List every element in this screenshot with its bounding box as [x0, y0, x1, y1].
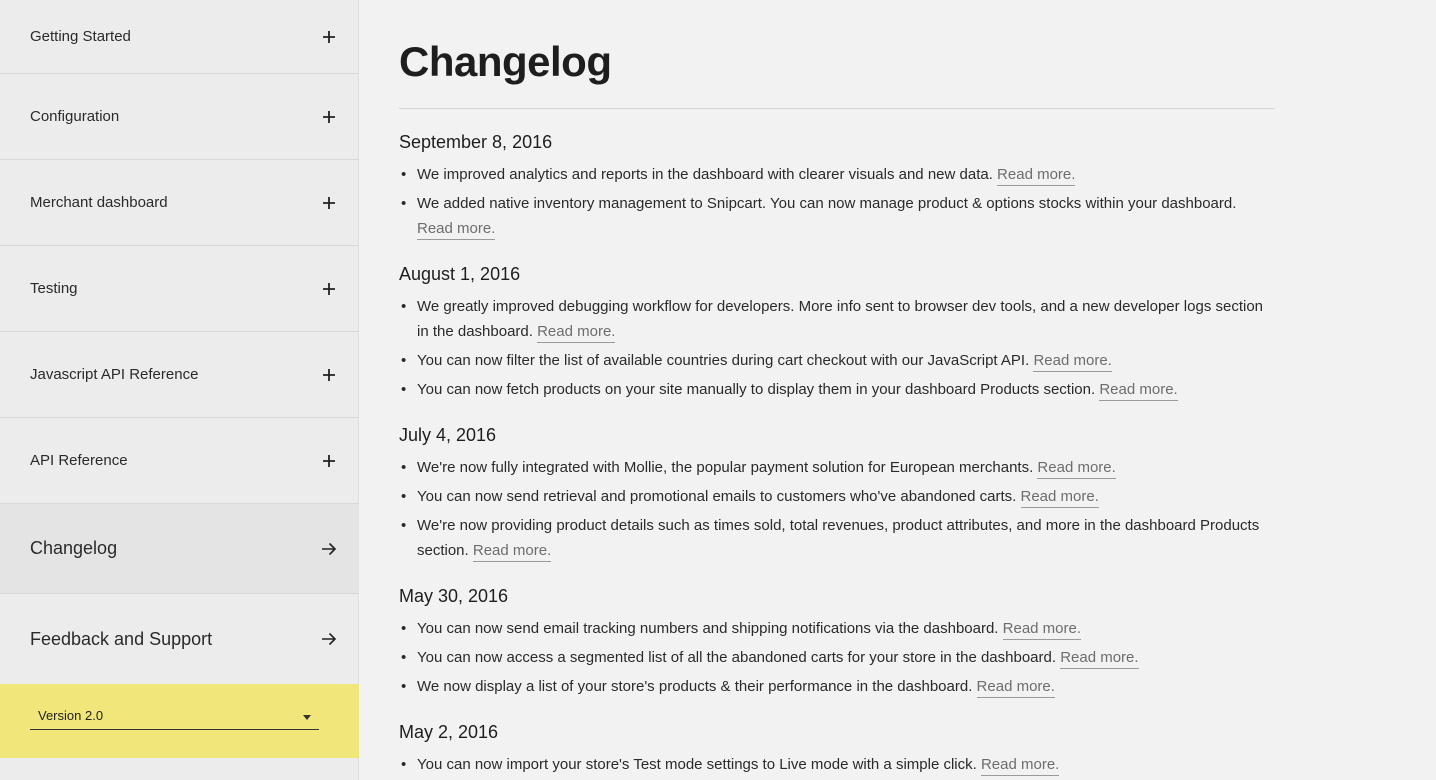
changelog-entry: [399, 484, 1274, 509]
arrow-right-icon: [321, 631, 337, 647]
bullet: •: [401, 488, 407, 505]
read-more-link[interactable]: Read more.: [537, 323, 615, 343]
entry-text: We improved analytics and reports in the dashboard with clearer visuals and new data.: [417, 166, 993, 183]
changelog-entry: [399, 616, 1274, 641]
sidebar-item-label: Configuration: [30, 108, 120, 125]
read-more-link[interactable]: Read more.: [1003, 620, 1081, 640]
entry-text: We now display a list of your store's products & their performance in the dashboard.: [417, 678, 973, 695]
changelog-entry: [399, 294, 1274, 344]
sidebar-item-label: Merchant dashboard: [30, 194, 168, 211]
plus-icon: [321, 367, 337, 383]
version-selector-panel: [0, 684, 359, 758]
sidebar-item-getting-started[interactable]: [0, 0, 359, 74]
changelog-date: August 1, 2016: [399, 264, 521, 284]
changelog-entry: [399, 348, 1274, 373]
sidebar-item-label: Getting Started: [30, 28, 131, 45]
sidebar-item-label: Changelog: [30, 538, 118, 558]
sidebar-item-api-reference[interactable]: [0, 418, 359, 504]
changelog-entry: [399, 752, 1274, 777]
entry-text: We're now fully integrated with Mollie, the popular payment solution for European merchants.: [417, 459, 1034, 476]
bullet: •: [401, 166, 407, 183]
page-title: Changelog: [399, 38, 612, 85]
arrow-right-icon: [321, 541, 337, 557]
sidebar-item-javascript-api-reference[interactable]: [0, 332, 359, 418]
entry-text: You can now access a segmented list of all the abandoned carts for your store in the dashboard.: [417, 649, 1057, 666]
sidebar-item-configuration[interactable]: [0, 74, 359, 160]
caret-down-icon: [303, 707, 311, 725]
sidebar-item-changelog[interactable]: [0, 504, 359, 594]
changelog-entry: [399, 674, 1274, 699]
changelog-entry: [399, 162, 1274, 187]
sidebar-item-testing[interactable]: [0, 246, 359, 332]
bullet: •: [401, 298, 407, 315]
bullet: •: [401, 678, 407, 695]
sidebar-item-label: Feedback and Support: [30, 628, 213, 649]
plus-icon: [321, 281, 337, 297]
bullet: •: [401, 756, 407, 773]
plus-icon: [321, 109, 337, 125]
read-more-link[interactable]: Read more.: [1037, 459, 1115, 479]
entry-text: We greatly improved debugging workflow for developers. More info sent to browser dev tools, and a new developer logs section in the dashboard.: [417, 298, 1264, 340]
sidebar-item-label: Testing: [30, 280, 78, 297]
changelog-entry: [399, 513, 1274, 563]
bullet: •: [401, 459, 407, 476]
entry-text: You can now send retrieval and promotional emails to customers who've abandoned carts.: [417, 488, 1017, 505]
bullet: •: [401, 352, 407, 369]
bullet: •: [401, 195, 407, 212]
changelog-entry: [399, 645, 1274, 670]
changelog-date: July 4, 2016: [399, 425, 497, 445]
read-more-link[interactable]: Read more.: [473, 542, 551, 562]
plus-icon: [321, 453, 337, 469]
changelog-date: May 2, 2016: [399, 722, 499, 742]
entry-text: You can now import your store's Test mode settings to Live mode with a simple click.: [417, 756, 977, 773]
plus-icon: [321, 195, 337, 211]
read-more-link[interactable]: Read more.: [981, 756, 1059, 776]
read-more-link[interactable]: Read more.: [977, 678, 1055, 698]
bullet: •: [401, 381, 407, 398]
read-more-link[interactable]: Read more.: [1033, 352, 1111, 372]
entry-text: You can now send email tracking numbers and shipping notifications via the dashboard.: [417, 620, 999, 637]
entry-text: You can now fetch products on your site manually to display them in your dashboard Products section.: [417, 381, 1096, 398]
sidebar-item-label: API Reference: [30, 452, 128, 469]
bullet: •: [401, 517, 407, 534]
bullet: •: [401, 649, 407, 666]
changelog-entry: [399, 377, 1274, 402]
plus-icon: [321, 29, 337, 45]
changelog-entry: [399, 455, 1274, 480]
changelog-date: May 30, 2016: [399, 586, 509, 606]
sidebar-item-label: Javascript API Reference: [30, 366, 199, 383]
version-select[interactable]: [30, 702, 319, 730]
entry-text: We're now providing product details such as times sold, total revenues, product attributes, and more in the dashboard Products section.: [417, 517, 1260, 559]
entry-text: You can now filter the list of available countries during cart checkout with our JavaScript API.: [417, 352, 1030, 369]
sidebar-item-feedback-and-support[interactable]: [0, 594, 359, 684]
read-more-link[interactable]: Read more.: [1021, 488, 1099, 508]
sidebar: [0, 0, 359, 780]
read-more-link[interactable]: Read more.: [1099, 381, 1177, 401]
bullet: •: [401, 620, 407, 637]
entry-text: We added native inventory management to Snipcart. You can now manage product & options stocks within your dashboard.: [417, 195, 1237, 212]
read-more-link[interactable]: Read more.: [1060, 649, 1138, 669]
title-divider: [399, 108, 1274, 109]
version-label: Version 2.0: [38, 708, 104, 723]
changelog-date: September 8, 2016: [399, 132, 553, 152]
read-more-link[interactable]: Read more.: [417, 220, 495, 240]
changelog-entry: [399, 191, 1274, 241]
sidebar-item-merchant-dashboard[interactable]: [0, 160, 359, 246]
read-more-link[interactable]: Read more.: [997, 166, 1075, 186]
